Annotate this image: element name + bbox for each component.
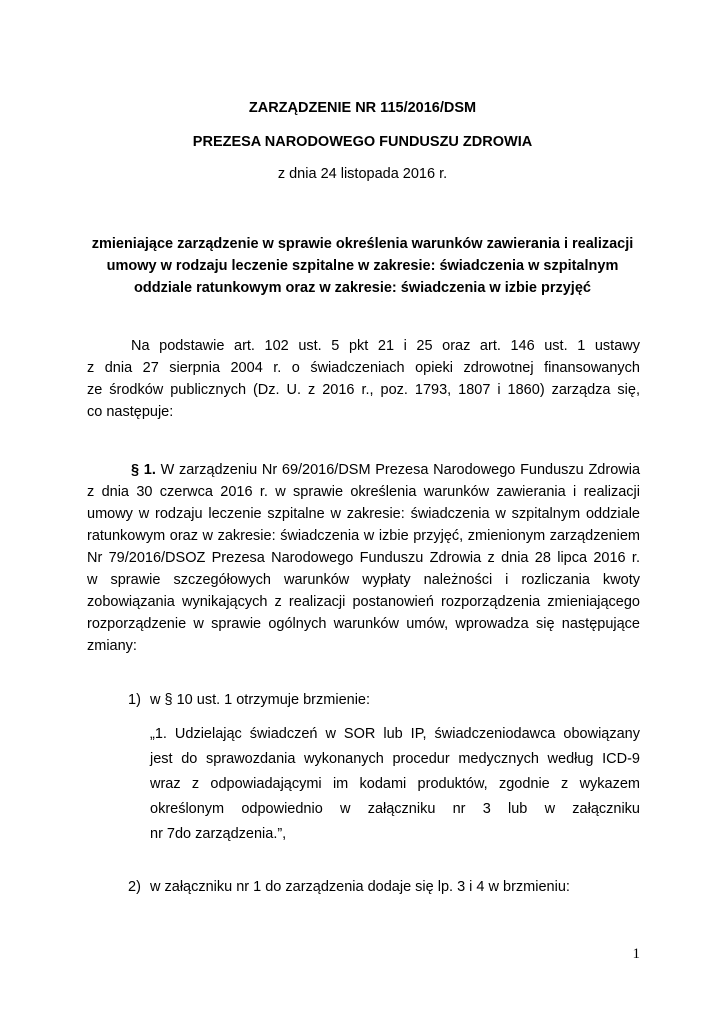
amendment-quote (150, 722, 640, 847)
quote-line: jest do sprawozdania wykonanych procedur medycznych według ICD-9 (150, 751, 640, 767)
section-line: zmiany: (87, 638, 137, 654)
subject-line: oddziale ratunkowym oraz w zakresie: świadczenia w izbie przyjęć (134, 280, 591, 296)
section-line: Nr 79/2016/DSOZ Prezesa Narodowego Funduszu Zdrowia z dnia 28 lipca 2016 r. (87, 550, 640, 566)
subject-line: zmieniające zarządzenie w sprawie określenia warunków zawierania i realizacji (91, 236, 634, 252)
section-line: rozporządzenie w sprawie ogólnych warunków umów, wprowadza się następujące (87, 616, 640, 632)
list-item-text: w załączniku nr 1 do zarządzenia dodaje się lp. 3 i 4 w brzmieniu: (150, 879, 570, 895)
basis-line: z dnia 27 sierpnia 2004 r. o świadczeniach opieki zdrowotnej finansowanych (87, 360, 640, 376)
document-title: ZARZĄDZENIE NR 115/2016/DSM (248, 100, 477, 116)
section-line: zobowiązania wynikających z realizacji postanowień rozporządzenia zmieniającego (87, 594, 640, 610)
list-item-number: 2) (128, 879, 141, 895)
quote-line: nr 7do zarządzenia.”, (150, 826, 287, 842)
document-issuer: PREZESA NARODOWEGO FUNDUSZU ZDROWIA (192, 134, 533, 150)
section-mark: § 1. (131, 462, 156, 478)
list-item-1 (128, 689, 640, 711)
list-item-2 (128, 876, 640, 898)
subject-line: umowy w rodzaju leczenie szpitalne w zakresie: świadczenia w szpitalnym (106, 258, 619, 274)
section-line: z dnia 30 czerwca 2016 r. w sprawie określenia warunków zawierania i realizacji (87, 484, 640, 500)
page-number: 1 (632, 946, 640, 962)
legal-basis-paragraph (87, 335, 640, 423)
section-line: umowy w rodzaju leczenie szpitalne w zakresie: świadczenia w szpitalnym oddziale (87, 506, 640, 522)
basis-line: co następuje: (87, 404, 174, 420)
list-item-number: 1) (128, 692, 141, 708)
basis-line: Na podstawie art. 102 ust. 5 pkt 21 i 25 oraz art. 146 ust. 1 ustawy (131, 338, 640, 354)
quote-line: określonym odpowiednio w załączniku nr 3 lub w załączniku (150, 801, 640, 817)
basis-line: ze środków publicznych (Dz. U. z 2016 r., poz. 1793, 1807 i 1860) zarządza się, (87, 382, 640, 398)
section-line: w sprawie szczegółowych warunków wypłaty należności i rozliczania kwoty (87, 572, 640, 588)
section-1-paragraph (87, 459, 640, 657)
section-line: ratunkowym oraz w zakresie: świadczenia w izbie przyjęć, zmienionym zarządzeniem (87, 528, 640, 544)
section-line: W zarządzeniu Nr 69/2016/DSM Prezesa Narodowego Funduszu Zdrowia (160, 462, 641, 478)
list-item-text: w § 10 ust. 1 otrzymuje brzmienie: (150, 692, 371, 708)
quote-line: wraz z odpowiadającymi im kodami produktów, zgodnie z wykazem (150, 776, 640, 792)
quote-line: „1. Udzielając świadczeń w SOR lub IP, świadczeniodawca obowiązany (150, 726, 640, 742)
document-date: z dnia 24 listopada 2016 r. (277, 166, 448, 182)
document-subject (70, 233, 655, 299)
